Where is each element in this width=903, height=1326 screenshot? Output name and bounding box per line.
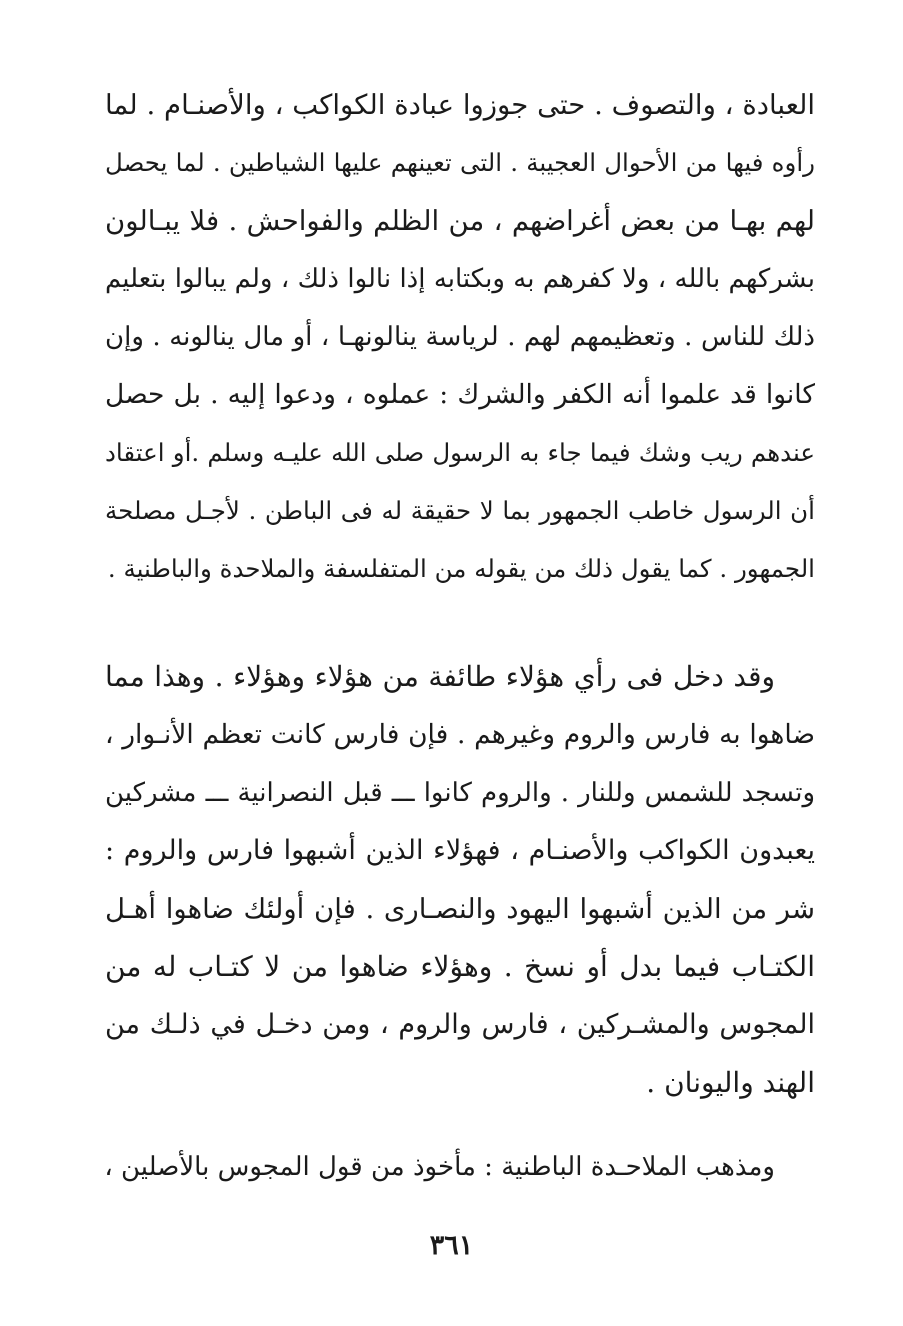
paragraph-line: المجوس والمشـركين ، فارس والروم ، ومن دخـل في ذلـك من (105, 1009, 815, 1040)
paragraph-line: الجمهور . كما يقول ذلك من يقوله من المتفلسفة والملاحدة والباطنية . (107, 554, 815, 583)
paragraph-line: ومذهب الملاحـدة الباطنية : مأخوذ من قول المجوس بالأصلين ، (104, 1152, 775, 1182)
page-number: ٣٦١ (429, 1230, 474, 1261)
paragraph-line: العبادة ، والتصوف . حتى جوزوا عبادة الكواكب ، والأصنـام . لما (105, 89, 815, 121)
paragraph-line: أن الرسول خاطب الجمهور بما لا حقيقة له فى الباطن . لأجـل مصلحة (105, 496, 815, 525)
paragraph-line: الهند واليونان . (646, 1066, 815, 1099)
paragraph-line: ذلك للناس . وتعظيمهم لهم . لرياسة ينالونهـا ، أو مال ينالونه . وإن (105, 322, 815, 352)
paragraph-line: الكتـاب فيما بدل أو نسخ . وهؤلاء ضاهوا من لا كتـاب له من (105, 950, 815, 983)
paragraph-line: عندهم ريب وشك فيما جاء به الرسول صلى الله عليـه وسلم .أو اعتقاد (105, 438, 815, 467)
paragraph-line: يعبدون الكواكب والأصنـام ، فهؤلاء الذين أشبهوا فارس والروم : (105, 835, 815, 866)
paragraph-line: بشركهم بالله ، ولا كفرهم به وبكتابه إذا نالوا ذلك ، ولم يبالوا بتعليم (105, 264, 815, 294)
paragraph-line: وقد دخل فى رأي هؤلاء طائفة من هؤلاء وهؤلاء . وهذا مما (105, 660, 775, 693)
paragraph-line: وتسجد للشمس وللنار . والروم كانوا ـــ قبل النصرانية ـــ مشركين (105, 778, 815, 808)
paragraph-line: لهم بهـا من بعض أغراضهم ، من الظلم والفواحش . فلا يبـالون (105, 205, 815, 237)
paragraph-line: شر من الذين أشبهوا اليهود والنصـارى . فإن أولئك ضاهوا أهـل (105, 893, 815, 925)
paragraph-line: كانوا قد علموا أنه الكفر والشرك : عملوه ، ودعوا إليه . بل حصل (105, 379, 815, 410)
paragraph-line: رأوه فيها من الأحوال العجيبة . التى تعينهم عليها الشياطين . لما يحصل (105, 148, 815, 177)
paragraph-line: ضاهوا به فارس والروم وغيرهم . فإن فارس كانت تعظم الأنـوار ، (105, 719, 815, 750)
